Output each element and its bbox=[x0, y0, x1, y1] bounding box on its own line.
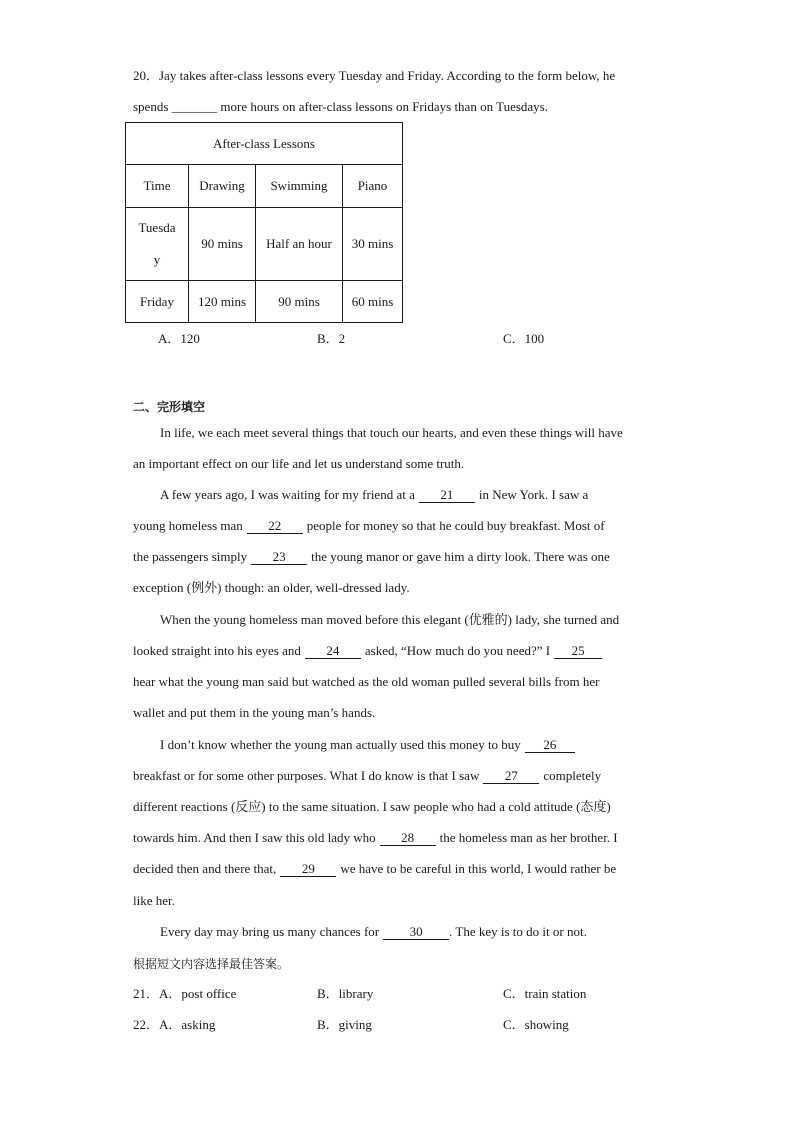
p3-line1: When the young homeless man moved before this elegant (优雅的) lady, she turned and bbox=[160, 612, 620, 627]
p4-line4-b: the homeless man as her brother. I bbox=[439, 830, 618, 845]
p4-line4-a: towards him. And then I saw this old lady who bbox=[133, 830, 376, 845]
p2-line1-a: A few years ago, I was waiting for my friend at a bbox=[160, 487, 415, 502]
blank-24: 24 bbox=[305, 644, 361, 659]
blank-25: 25 bbox=[554, 644, 602, 659]
p2-line2 bbox=[133, 517, 605, 535]
q21-row bbox=[133, 985, 236, 1003]
p4-line4 bbox=[133, 829, 618, 847]
p2-line1-b: in New York. I saw a bbox=[478, 487, 589, 502]
p1-line2: an important effect on our life and let us understand some truth. bbox=[133, 456, 465, 471]
q20-blank: _______ bbox=[171, 99, 218, 114]
instruction: 根据短文内容选择最佳答案。 bbox=[133, 957, 290, 971]
q22-option-c: C．showing bbox=[503, 1017, 569, 1032]
p2-line3-a: the passengers simply bbox=[133, 549, 248, 564]
p4-line3: different reactions (反应) to the same situation. I saw people who had a cold attitude (态度) bbox=[133, 799, 611, 814]
p4-line6: like her. bbox=[133, 893, 175, 908]
p3-line2-a: looked straight into his eyes and bbox=[133, 643, 301, 658]
blank-23: 23 bbox=[251, 550, 307, 565]
p5-line1 bbox=[160, 923, 587, 941]
q21-option-c: C．train station bbox=[503, 986, 587, 1001]
cell-tuesday: Tuesda y bbox=[126, 208, 189, 281]
blank-29: 29 bbox=[280, 862, 336, 877]
q21-option-b: B．library bbox=[317, 986, 374, 1001]
blank-21: 21 bbox=[419, 488, 475, 503]
p3-line2 bbox=[133, 642, 606, 660]
blank-26: 26 bbox=[525, 738, 575, 753]
q22-number: 22． bbox=[133, 1017, 160, 1032]
q20-text-after: more hours on after-class lessons on Fridays than on Tuesdays. bbox=[220, 99, 548, 114]
cell-friday-swimming: 90 mins bbox=[256, 281, 343, 323]
p5-line1-b: . The key is to do it or not. bbox=[449, 924, 587, 939]
p2-line2-b: people for money so that he could buy breakfast. Most of bbox=[306, 518, 605, 533]
cell-friday-piano: 60 mins bbox=[343, 281, 403, 323]
p4-line2-a: breakfast or for some other purposes. What I do know is that I saw bbox=[133, 768, 480, 783]
p3-line4: wallet and put them in the young man’s hands. bbox=[133, 705, 376, 720]
blank-28: 28 bbox=[380, 831, 436, 846]
p2-line4: exception (例外) though: an older, well-dressed lady. bbox=[133, 580, 410, 595]
cell-tuesday-piano: 30 mins bbox=[343, 208, 403, 281]
q22-option-b: B．giving bbox=[317, 1017, 372, 1032]
q20-line1: 20．Jay takes after-class lessons every Tuesday and Friday. According to the form below, he bbox=[133, 68, 616, 83]
p4-line5-a: decided then and there that, bbox=[133, 861, 277, 876]
q20-option-c: C．100 bbox=[503, 331, 545, 346]
p4-line5 bbox=[133, 860, 616, 878]
header-time: Time bbox=[126, 165, 189, 208]
p2-line3-b: the young manor or gave him a dirty look. There was one bbox=[311, 549, 610, 564]
p3-line3: hear what the young man said but watched as the old woman pulled several bills from her bbox=[133, 674, 600, 689]
q20-option-b: B．2 bbox=[317, 331, 346, 346]
cell-friday: Friday bbox=[126, 281, 189, 323]
p4-line1 bbox=[160, 736, 579, 754]
cell-tuesday-swimming: Half an hour bbox=[256, 208, 343, 281]
p1-line1: In life, we each meet several things that touch our hearts, and even these things will have bbox=[160, 425, 623, 440]
blank-22: 22 bbox=[247, 519, 303, 534]
q21-number: 21． bbox=[133, 986, 160, 1001]
q20-line2 bbox=[133, 98, 548, 116]
p4-line2-b: completely bbox=[543, 768, 602, 783]
cell-tuesday-drawing: 90 mins bbox=[189, 208, 256, 281]
lessons-table bbox=[125, 122, 403, 323]
q20-text-before: spends bbox=[133, 99, 169, 114]
cell-friday-drawing: 120 mins bbox=[189, 281, 256, 323]
p2-line2-a: young homeless man bbox=[133, 518, 243, 533]
q22-row bbox=[133, 1016, 215, 1034]
q21-option-a: A．post office bbox=[159, 986, 237, 1001]
p5-line1-a: Every day may bring us many chances for bbox=[160, 924, 380, 939]
p2-line1 bbox=[160, 486, 588, 504]
blank-27: 27 bbox=[483, 769, 539, 784]
p2-line3 bbox=[133, 548, 610, 566]
blank-30: 30 bbox=[383, 925, 449, 940]
header-drawing: Drawing bbox=[189, 165, 256, 208]
p4-line5-b: we have to be careful in this world, I would rather be bbox=[340, 861, 617, 876]
header-swimming: Swimming bbox=[256, 165, 343, 208]
q20-option-a: A．120 bbox=[158, 331, 200, 346]
p4-line1-a: I don’t know whether the young man actually used this money to buy bbox=[160, 737, 521, 752]
p4-line2 bbox=[133, 767, 601, 785]
header-piano: Piano bbox=[343, 165, 403, 208]
p3-line2-b: asked, “How much do you need?” I bbox=[364, 643, 551, 658]
section-heading: 二、完形填空 bbox=[133, 400, 206, 414]
q22-option-a: A．asking bbox=[159, 1017, 216, 1032]
table-title: After-class Lessons bbox=[126, 123, 403, 165]
